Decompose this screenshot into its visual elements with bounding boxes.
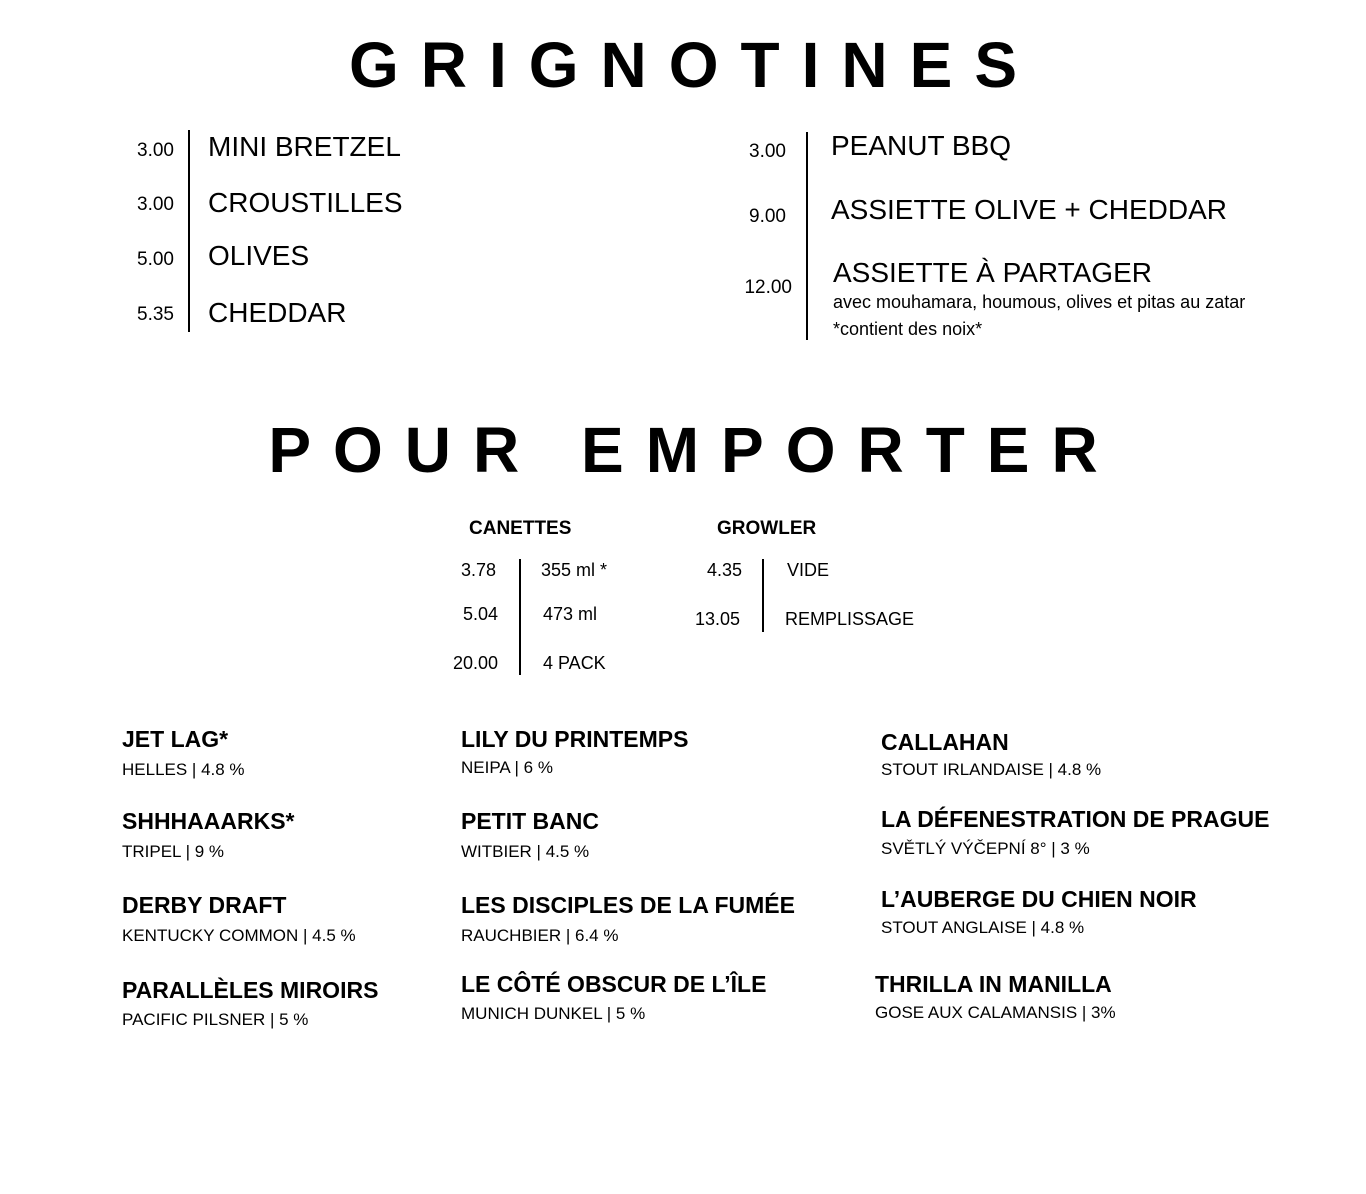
beer-name: L’AUBERGE DU CHIEN NOIR xyxy=(881,886,1197,912)
beer-name: CALLAHAN xyxy=(881,729,1009,755)
beer-style: HELLES | 4.8 % xyxy=(122,760,245,779)
beer-name: LE CÔTÉ OBSCUR DE L’ÎLE xyxy=(461,971,767,997)
canettes-heading: CANETTES xyxy=(469,518,572,539)
beer-style: STOUT IRLANDAISE | 4.8 % xyxy=(881,760,1102,779)
section-title-pour-emporter: POUR EMPORTER xyxy=(268,414,1120,486)
beer-style: WITBIER | 4.5 % xyxy=(461,842,590,861)
beer-name: JET LAG* xyxy=(122,726,229,752)
beer-style: NEIPA | 6 % xyxy=(461,758,553,777)
beer-name: LILY DU PRINTEMPS xyxy=(461,726,689,752)
beer-style: RAUCHBIER | 6.4 % xyxy=(461,926,619,945)
beer-style: PACIFIC PILSNER | 5 % xyxy=(122,1010,309,1029)
snack-note: *contient des noix* xyxy=(833,319,983,339)
snack-description: avec mouhamara, houmous, olives et pitas au zatar xyxy=(833,292,1246,312)
beer-name: LA DÉFENESTRATION DE PRAGUE xyxy=(881,806,1270,832)
beer-style: TRIPEL | 9 % xyxy=(122,842,225,861)
snack-price: 3.00 xyxy=(137,140,174,161)
growler-heading: GROWLER xyxy=(717,518,817,539)
growler-price: 4.35 xyxy=(706,560,742,580)
growler-option: VIDE xyxy=(787,560,830,580)
canette-price: 3.78 xyxy=(460,560,496,580)
canette-format: 355 ml * xyxy=(541,560,608,580)
beer-name: LES DISCIPLES DE LA FUMÉE xyxy=(461,892,795,918)
canette-format: 473 ml xyxy=(543,604,598,624)
beer-name: PARALLÈLES MIROIRS xyxy=(122,977,379,1003)
section-title-grignotines: GRIGNOTINES xyxy=(348,29,1040,101)
beer-name: THRILLA IN MANILLA xyxy=(875,971,1112,997)
beer-style: MUNICH DUNKEL | 5 % xyxy=(461,1004,646,1023)
canette-price: 5.04 xyxy=(462,604,498,624)
divider-canettes xyxy=(519,559,521,675)
snack-price: 3.00 xyxy=(749,141,786,162)
snack-price: 3.00 xyxy=(137,194,174,215)
beer-style: STOUT ANGLAISE | 4.8 % xyxy=(881,918,1085,937)
snack-name: PEANUT BBQ xyxy=(831,130,1011,161)
snack-name: ASSIETTE OLIVE + CHEDDAR xyxy=(831,194,1227,225)
beer-name: SHHHAAARKS* xyxy=(122,808,295,834)
growler-price: 13.05 xyxy=(694,609,740,629)
beer-style: KENTUCKY COMMON | 4.5 % xyxy=(122,926,356,945)
divider-left-snacks xyxy=(188,130,190,332)
beer-style: GOSE AUX CALAMANSIS | 3% xyxy=(875,1003,1116,1022)
snack-price: 9.00 xyxy=(749,206,786,227)
snack-name: CROUSTILLES xyxy=(208,187,403,218)
growler-option: REMPLISSAGE xyxy=(785,609,915,629)
beer-name: DERBY DRAFT xyxy=(122,892,287,918)
divider-right-snacks xyxy=(806,132,808,340)
beer-name: PETIT BANC xyxy=(461,808,599,834)
snack-price: 5.35 xyxy=(137,304,174,325)
snack-name: ASSIETTE À PARTAGER xyxy=(833,257,1152,288)
snack-price: 12.00 xyxy=(744,277,792,298)
divider-growler xyxy=(762,559,764,632)
canette-format: 4 PACK xyxy=(543,653,606,673)
snack-name: OLIVES xyxy=(208,240,310,271)
snack-name: MINI BRETZEL xyxy=(208,131,401,162)
snack-price: 5.00 xyxy=(137,249,174,270)
snack-name: CHEDDAR xyxy=(208,297,347,328)
beer-style: SVĚTLÝ VÝČEPNÍ 8° | 3 % xyxy=(881,839,1090,858)
canette-price: 20.00 xyxy=(452,653,498,673)
